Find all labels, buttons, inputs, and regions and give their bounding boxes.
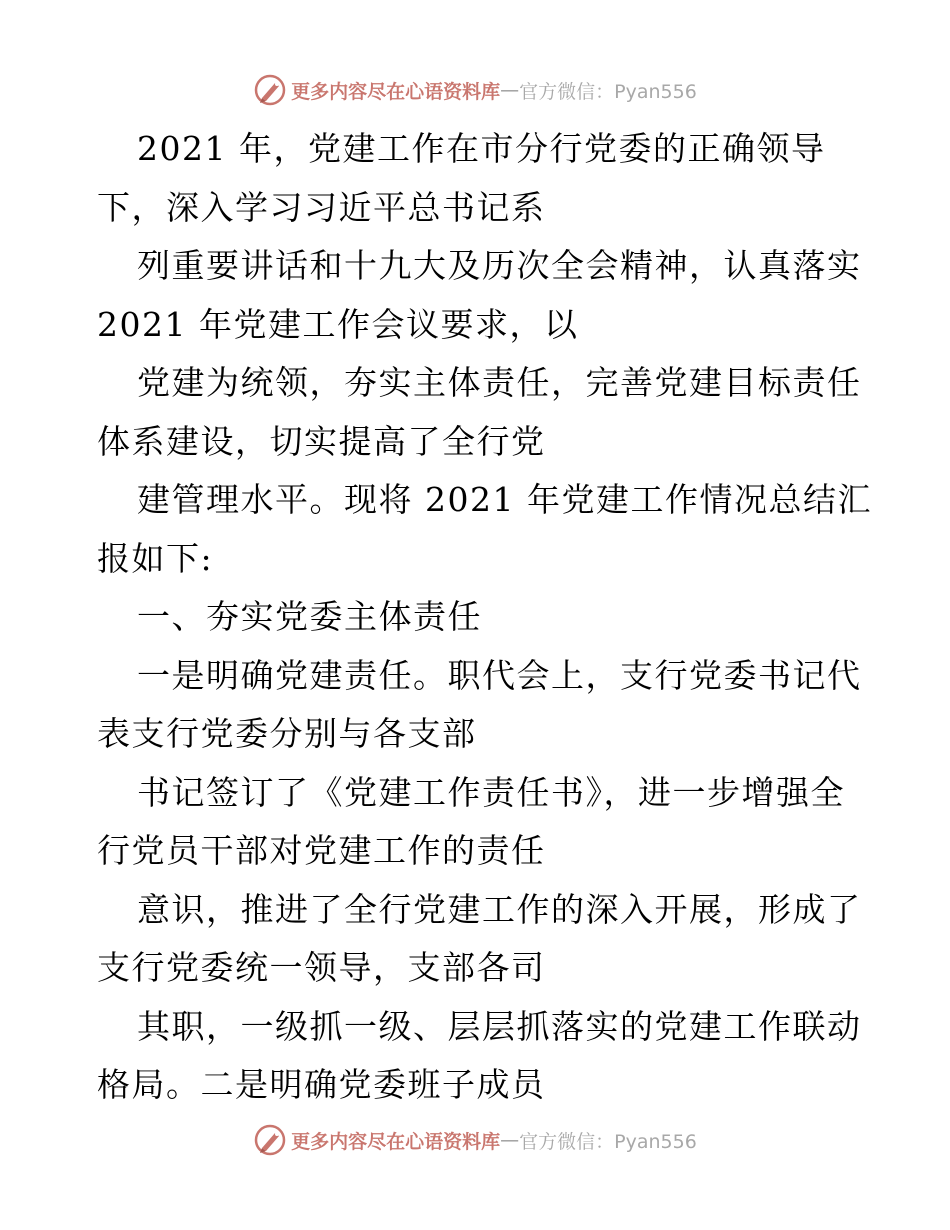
header-watermark (0, 72, 950, 108)
document-body (97, 120, 872, 1115)
text-line: 一、夯实党委主体责任 (137, 597, 482, 636)
watermark-separator: — (500, 1129, 520, 1151)
text-line: 列重要讲话和十九大及历次全会精神，认真落实 (137, 246, 862, 285)
footer-watermark (0, 1122, 950, 1158)
text-line: 支行党委统一领导，支部各司 (97, 948, 546, 987)
text-line: 体系建设，切实提高了全行党 (97, 421, 546, 461)
watermark-brand-text: 更多内容尽在心语资料库 (291, 1130, 501, 1153)
text-line: 表支行党委分别与各支部 (97, 714, 477, 753)
text-line: 2021 年，党建工作在市分行党委的正确领导 (137, 129, 826, 168)
pen-seal-icon (253, 1123, 287, 1157)
watermark-brand-text: 更多内容尽在心语资料库 (291, 80, 501, 103)
watermark-contact-text: 官方微信：Pyan556 (519, 1130, 697, 1153)
text-line: 意识，推进了全行党建工作的深入开展，形成了 (137, 889, 862, 929)
watermark-separator: — (500, 79, 520, 101)
text-line: 党建为统领，夯实主体责任，完善党建目标责任 (137, 363, 862, 402)
text-line: 书记签订了《党建工作责任书》，进一步增强全 (137, 772, 845, 812)
text-line: 格局。二是明确党委班子成员 (97, 1065, 546, 1104)
text-line: 行党员干部对党建工作的责任 (97, 831, 546, 870)
text-line: 2021 年党建工作会议要求，以 (97, 304, 579, 344)
watermark-contact-text: 官方微信：Pyan556 (519, 80, 697, 103)
text-line: 报如下: (97, 538, 214, 578)
pen-seal-icon (253, 73, 287, 107)
text-line: 下，深入学习习近平总书记系 (97, 187, 546, 227)
text-line: 其职，一级抓一级、层层抓落实的党建工作联动 (137, 1006, 862, 1046)
text-line: 一是明确党建责任。职代会上，支行党委书记代 (137, 655, 862, 695)
text-line: 建管理水平。现将 2021 年党建工作情况总结汇 (137, 480, 872, 519)
